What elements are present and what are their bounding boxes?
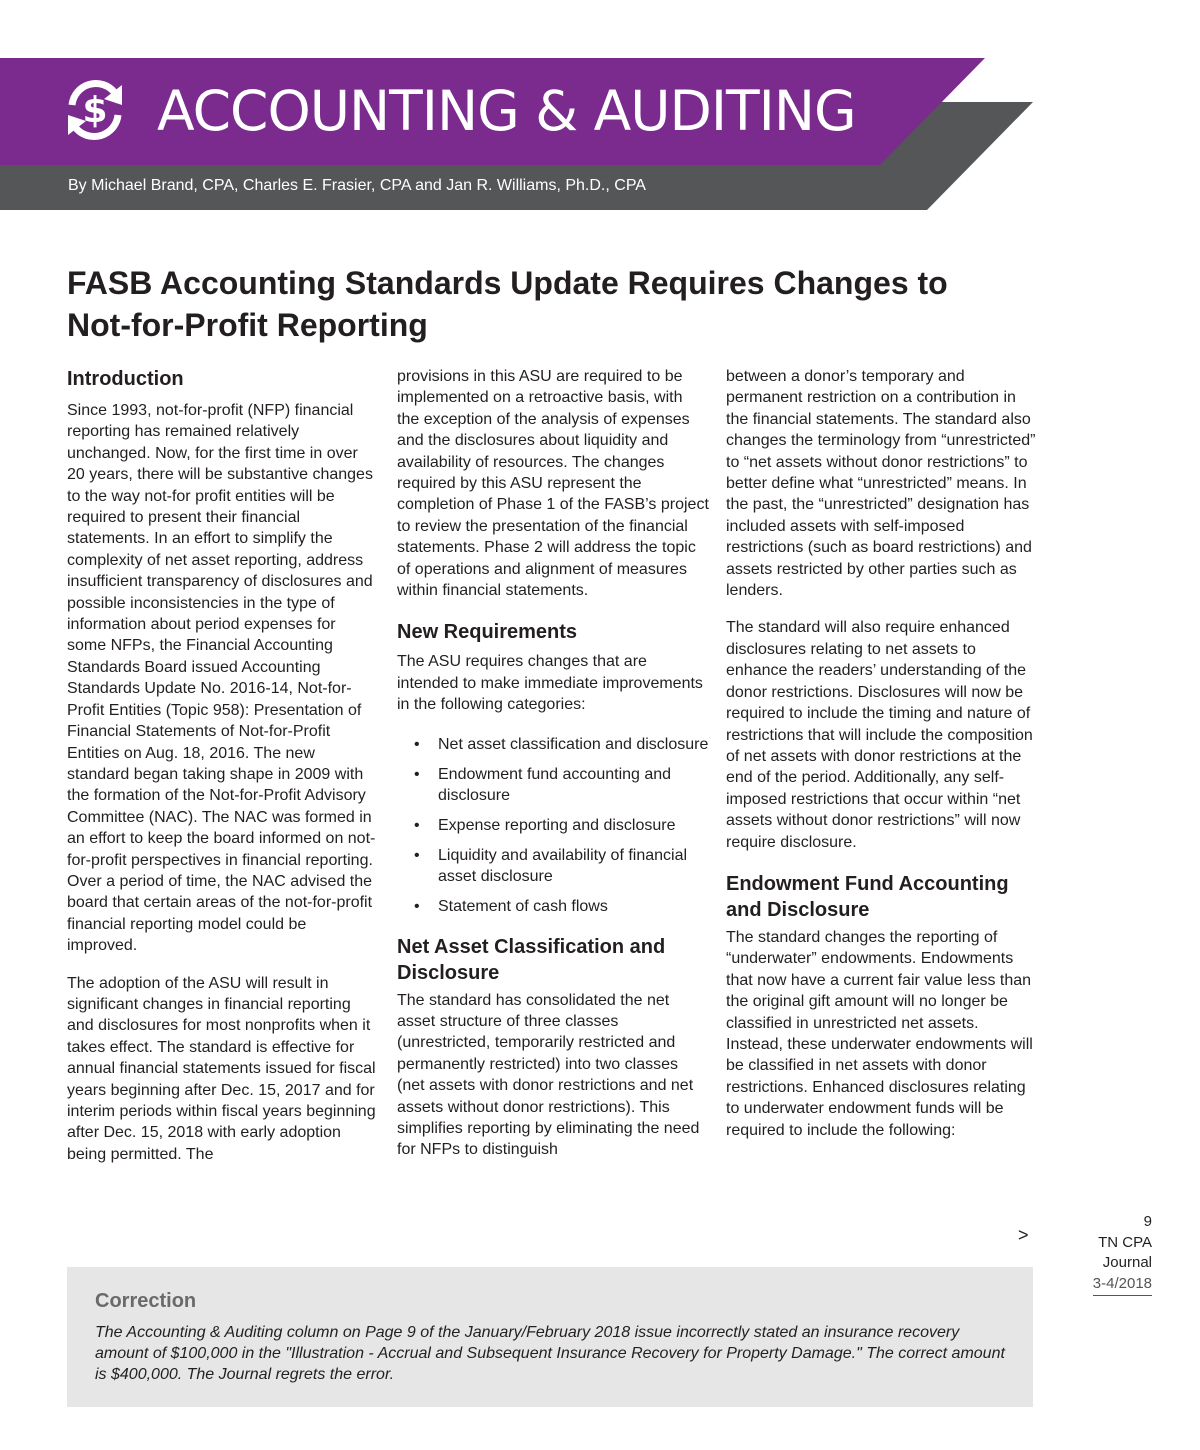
heading-introduction: Introduction: [67, 368, 184, 390]
page-info: [1076, 1212, 1152, 1296]
list-item: [414, 845, 709, 888]
bullet-icon: •: [414, 816, 420, 834]
list-item: [414, 764, 709, 807]
heading-endowment-fund: Endowment Fund Accounting and Disclosure: [726, 872, 1009, 921]
list-item: [414, 734, 709, 755]
article-column-3: [726, 366, 1038, 1141]
article-column-2: [397, 366, 709, 1161]
article-headline: FASB Accounting Standards Update Requires Changes to Not-for-Profit Reporting: [67, 265, 948, 343]
correction-text: The Accounting & Auditing column on Page 9 of the January/February 2018 issue incorrectly stated an insurance recovery amount of $100,000 in the "Illustration - Accrual and Subsequent Insurance Recovery for Property Damage." The correct amount is $400,000. The Journal regrets the error.: [95, 1324, 1005, 1383]
paragraph: The ASU requires changes that are intended to make immediate improvements in the following categories:: [397, 653, 703, 714]
svg-text:$: $: [82, 90, 108, 131]
list-item-text: Expense reporting and disclosure: [438, 816, 676, 834]
issue-date: 3-4/2018: [1093, 1274, 1152, 1297]
paragraph: Since 1993, not-for-profit (NFP) financial reporting has remained relatively unchanged. Now, for the first time in over 20 years, there will be substantive changes to the way not-for profit entities will be required to present their financial statements. In an effort to simplify the complexity of net asset reporting, address insufficient transparency of disclosures and possible inconsistencies in the type of information about period expenses for some NFPs, the Financial Accounting Standards Board issued Accounting Standards Update No. 2016-14, Not-for-Profit Entities (Topic 958): Presentation of Financial Statements of Not-for-Profit Entities on Aug. 18, 2016. The new standard began taking shape in 2009 with the formation of the Not-for-Profit Advisory Committee (NAC). The NAC was formed in an effort to keep the board informed on not-for-profit perspectives in financial reporting. Over a period of time, the NAC advised the board that certain areas of the not-for-profit financial reporting model could be improved.: [67, 402, 376, 955]
list-item: [414, 815, 709, 836]
list-item: [414, 896, 709, 917]
heading-net-asset-classification: Net Asset Classification and Disclosure: [397, 935, 666, 984]
list-item-text: Endowment fund accounting and disclosure: [438, 765, 672, 804]
paragraph: The standard will also require enhanced disclosures relating to net assets to enhance the readers’ understanding of the donor restrictions. Disclosures will now be required to include the timing and nature of restrictions that will include the composition of net assets with donor restrictions at the end of the period. Additionally, any self-imposed restrictions that occur within “net assets without donor restrictions” will now require disclosure.: [726, 619, 1033, 851]
paragraph: between a donor’s temporary and permanent restriction on a contribution in the financial statements. The standard also changes the terminology from “unrestricted” to “net assets without donor restrictions” to better define what “unrestricted” means. In the past, the “unrestricted” designation has included assets with self-imposed restrictions (such as board restrictions) and assets restricted by other parties such as lenders.: [726, 368, 1036, 600]
list-item-text: Liquidity and availability of financial asset disclosure: [438, 846, 688, 886]
bullet-icon: •: [414, 898, 420, 916]
byline: By Michael Brand, CPA, Charles E. Frasier, CPA and Jan R. Williams, Ph.D., CPA: [68, 177, 646, 194]
correction-title: Correction: [95, 1290, 197, 1312]
page-number: 9: [1143, 1213, 1152, 1230]
bullet-icon: •: [414, 846, 420, 864]
continue-arrow-icon: >: [1018, 1225, 1029, 1245]
paragraph: The standard has consolidated the net asset structure of three classes (unrestricted, temporarily restricted and permanently restricted) into two classes (net assets with donor restrictions and net assets without donor restrictions). This simplifies reporting by eliminating the need for NFPs to distinguish: [397, 991, 700, 1159]
paragraph: The standard changes the reporting of “underwater” endowments. Endowments that now have a current fair value less than the original gift amount will no longer be classified in unrestricted net assets. Instead, these underwater endowments will be classified in net assets with donor restrictions. Enhanced disclosures relating to underwater endowment funds will be required to include the following:: [726, 928, 1033, 1139]
paragraph: The adoption of the ASU will result in significant changes in financial reporting and disclosures for most nonprofits when it takes effect. The standard is effective for annual financial statements issued for fiscal years beginning after Dec. 15, 2017 and for interim periods within fiscal years beginning after Dec. 15, 2018 with early adoption being permitted. The: [67, 974, 376, 1163]
article-column-1: [67, 366, 379, 1165]
heading-new-requirements: New Requirements: [397, 621, 578, 644]
correction-box: [67, 1267, 1033, 1407]
bullet-icon: •: [414, 735, 420, 753]
list-item-text: Net asset classification and disclosure: [438, 735, 709, 753]
dollar-cycle-icon: [60, 75, 130, 145]
requirements-list: [397, 734, 709, 918]
list-item-text: Statement of cash flows: [438, 898, 608, 916]
paragraph: provisions in this ASU are required to be implemented on a retroactive basis, with the exception of the analysis of expenses and the disclosures about liquidity and availability of resources. The changes required by this ASU represent the completion of Phase 1 of the FASB’s project to review the presentation of the financial statements. Phase 2 will address the topic of operations and alignment of measures within financial statements.: [397, 368, 709, 600]
journal-name-line2: Journal: [1102, 1254, 1152, 1271]
journal-name-line1: TN CPA: [1098, 1233, 1152, 1251]
bullet-icon: •: [414, 765, 420, 783]
section-title: ACCOUNTING & AUDITING: [157, 79, 856, 143]
